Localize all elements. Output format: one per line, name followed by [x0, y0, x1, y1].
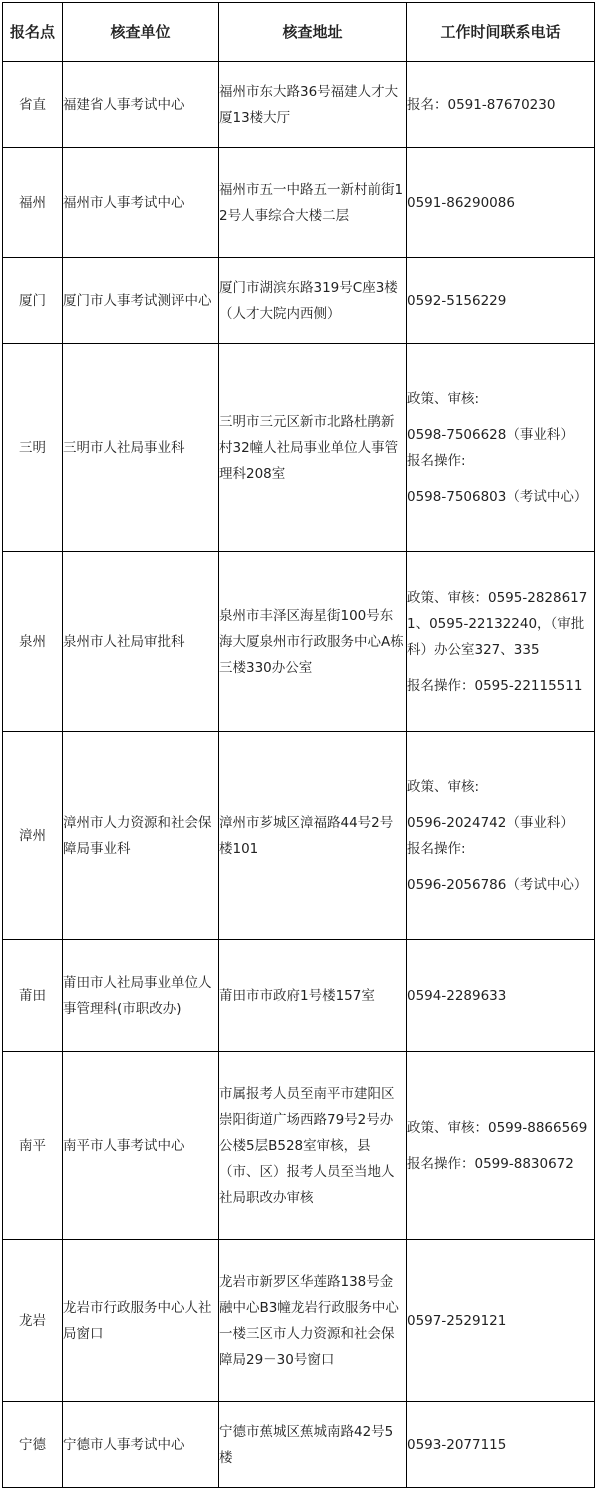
- phone-line: 0598-7506628（事业科）: [407, 426, 574, 443]
- phone-line: 报名操作:: [407, 840, 466, 857]
- cell-unit: 福州市人事考试中心: [63, 148, 219, 258]
- cell-point: 龙岩: [3, 1240, 63, 1402]
- cell-point: 福州: [3, 148, 63, 258]
- header-point: 报名点: [3, 3, 63, 62]
- cell-phone: [407, 1402, 595, 1488]
- verification-table: [2, 2, 595, 1488]
- cell-phone: [407, 148, 595, 258]
- header-row: [3, 3, 595, 62]
- line-gap: [407, 1141, 594, 1151]
- phone-line: 0598-7506803（考试中心）: [407, 488, 588, 505]
- cell-phone: [407, 732, 595, 940]
- phone-line: 0593-2077115: [407, 1436, 507, 1453]
- cell-unit: 龙岩市行政服务中心人社局窗口: [63, 1240, 219, 1402]
- phone-line: 报名：0591-87670230: [407, 96, 556, 113]
- cell-point: 莆田: [3, 940, 63, 1052]
- cell-address: 龙岩市新罗区华莲路138号金融中心B3幢龙岩行政服务中心一楼三区市人力资源和社会保障局29－30号窗口: [219, 1240, 407, 1402]
- phone-line: 政策、审核:: [407, 778, 480, 795]
- cell-address: 福州市东大路36号福建人才大厦13楼大厅: [219, 62, 407, 148]
- cell-phone: [407, 552, 595, 732]
- table-row: [3, 148, 595, 258]
- table-row: [3, 552, 595, 732]
- phone-line: 0592-5156229: [407, 292, 507, 309]
- cell-phone: [407, 940, 595, 1052]
- cell-point: 漳州: [3, 732, 63, 940]
- cell-phone: [407, 62, 595, 148]
- line-gap: [407, 412, 594, 422]
- cell-unit: 南平市人事考试中心: [63, 1052, 219, 1240]
- cell-phone: [407, 258, 595, 344]
- cell-phone: [407, 1240, 595, 1402]
- cell-unit: 莆田市人社局事业单位人事管理科(市职改办): [63, 940, 219, 1052]
- line-gap: [407, 862, 594, 872]
- cell-point: 厦门: [3, 258, 63, 344]
- phone-line: 0594-2289633: [407, 987, 507, 1004]
- cell-unit: 三明市人社局事业科: [63, 344, 219, 552]
- cell-point: 南平: [3, 1052, 63, 1240]
- phone-line: 政策、审核:: [407, 390, 480, 407]
- phone-line: 0597-2529121: [407, 1312, 507, 1329]
- cell-unit: 宁德市人事考试中心: [63, 1402, 219, 1488]
- table-row: [3, 62, 595, 148]
- header-address: 核查地址: [219, 3, 407, 62]
- phone-line: 0596-2056786（考试中心）: [407, 876, 588, 893]
- phone-line: 0591-86290086: [407, 194, 515, 211]
- line-gap: [407, 800, 594, 810]
- cell-address: 漳州市芗城区漳福路44号2号楼101: [219, 732, 407, 940]
- cell-address: 厦门市湖滨东路319号C座3楼（人才大院内西侧）: [219, 258, 407, 344]
- header-phone: 工作时间联系电话: [407, 3, 595, 62]
- cell-unit: 福建省人事考试中心: [63, 62, 219, 148]
- cell-address: 泉州市丰泽区海星街100号东海大厦泉州市行政服务中心A栋三楼330办公室: [219, 552, 407, 732]
- cell-unit: 泉州市人社局审批科: [63, 552, 219, 732]
- phone-line: 报名操作:: [407, 452, 466, 469]
- cell-phone: [407, 1052, 595, 1240]
- table-row: [3, 1402, 595, 1488]
- cell-point: 三明: [3, 344, 63, 552]
- phone-line: 报名操作：0595-22115511: [407, 677, 583, 694]
- cell-address: 市属报考人员至南平市建阳区崇阳街道广场西路79号2号办公楼5层B528室审核，县（市、区）报考人员至当地人社局职改办审核: [219, 1052, 407, 1240]
- cell-point: 宁德: [3, 1402, 63, 1488]
- cell-address: 宁德市蕉城区蕉城南路42号5楼: [219, 1402, 407, 1488]
- table-row: [3, 1052, 595, 1240]
- cell-phone: [407, 344, 595, 552]
- phone-line: 报名操作：0599-8830672: [407, 1155, 574, 1172]
- phone-line: 政策、审核：0599-8866569: [407, 1119, 588, 1136]
- cell-unit: 漳州市人力资源和社会保障局事业科: [63, 732, 219, 940]
- table-row: [3, 258, 595, 344]
- cell-point: 泉州: [3, 552, 63, 732]
- table-row: [3, 1240, 595, 1402]
- cell-point: 省直: [3, 62, 63, 148]
- table-body: [3, 62, 595, 1488]
- table-row: [3, 940, 595, 1052]
- phone-line: 0596-2024742（事业科）: [407, 814, 574, 831]
- table-row: [3, 344, 595, 552]
- cell-address: 三明市三元区新市北路杜鹃新村32幢人社局事业单位人事管理科208室: [219, 344, 407, 552]
- cell-address: 莆田市市政府1号楼157室: [219, 940, 407, 1052]
- table-row: [3, 732, 595, 940]
- header-unit: 核查单位: [63, 3, 219, 62]
- phone-line: 政策、审核：0595-28286171、0595-22132240，（审批科）办公室327、335: [407, 589, 588, 658]
- cell-unit: 厦门市人事考试测评中心: [63, 258, 219, 344]
- line-gap: [407, 663, 594, 673]
- line-gap: [407, 474, 594, 484]
- cell-address: 福州市五一中路五一新村前街12号人事综合大楼二层: [219, 148, 407, 258]
